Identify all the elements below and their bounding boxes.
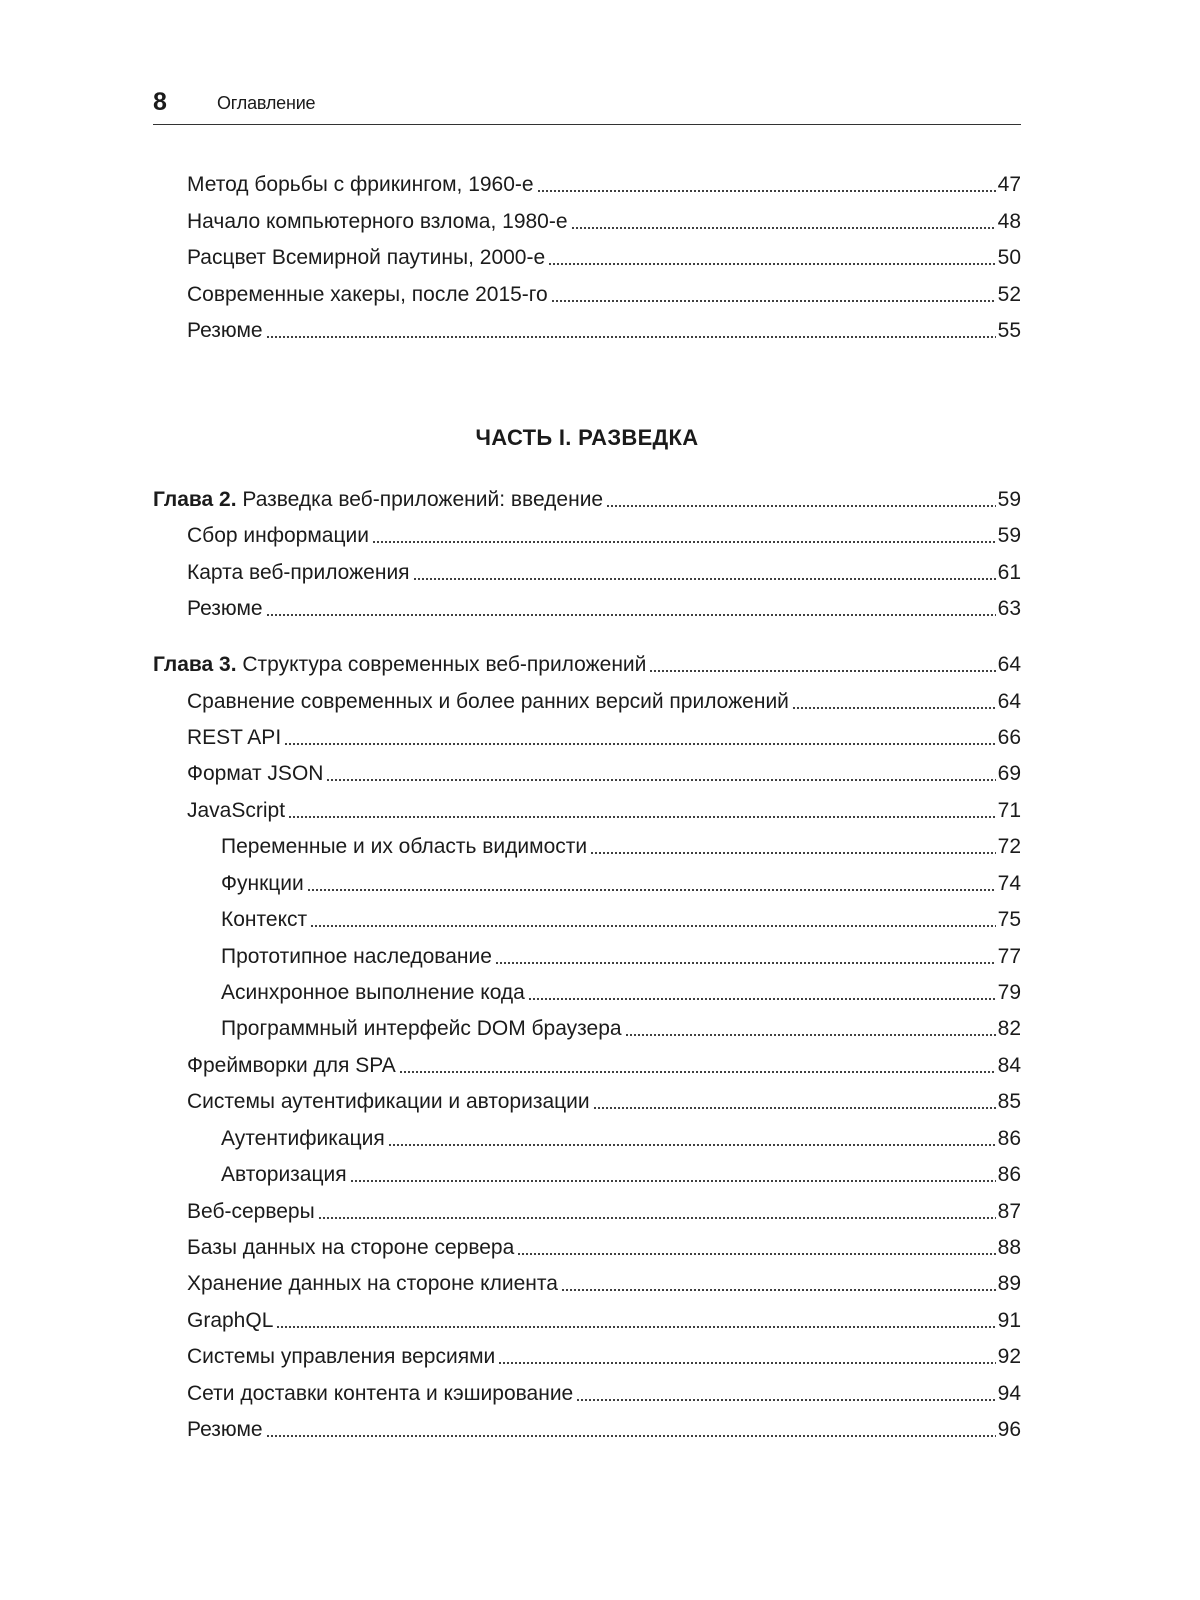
dot-leader [593, 1104, 996, 1110]
toc-entry-text: REST API [187, 726, 282, 749]
toc-entry [187, 796, 1021, 826]
toc-entry [187, 1342, 1021, 1372]
toc-page-number: 72 [997, 835, 1021, 858]
toc-page-number: 63 [997, 597, 1021, 620]
toc-entry [187, 1415, 1021, 1445]
dot-leader [307, 886, 996, 892]
toc-entry [221, 942, 1021, 972]
toc-entry-title [187, 243, 545, 273]
toc-page-number: 69 [997, 762, 1021, 785]
toc-entry [187, 687, 1021, 717]
toc-entry-title [187, 759, 323, 789]
toc-entry-title [221, 1014, 622, 1044]
dot-leader [517, 1250, 995, 1256]
toc-entry [187, 558, 1021, 588]
toc-page-number: 59 [997, 524, 1021, 547]
dot-leader [288, 813, 996, 819]
toc-entry [221, 1014, 1021, 1044]
toc-entry [221, 905, 1021, 935]
toc-entry-text: Метод борьбы с фрикингом, 1960-е [187, 173, 534, 196]
toc-entry [187, 759, 1021, 789]
toc-entry-text: Базы данных на стороне сервера [187, 1236, 515, 1259]
toc-entry [221, 1124, 1021, 1154]
dot-leader [571, 224, 996, 230]
toc-entry [187, 723, 1021, 753]
toc-entry [187, 170, 1021, 200]
toc-entry-text: Программный интерфейс DOM браузера [221, 1017, 622, 1040]
dot-leader [388, 1141, 996, 1147]
toc-page-number: 59 [997, 488, 1021, 511]
toc-entry-title [153, 650, 646, 680]
toc-entry-title [221, 905, 307, 935]
toc-entry-title [187, 1306, 273, 1336]
toc-page-number: 52 [997, 283, 1021, 306]
dot-leader [326, 776, 995, 782]
toc-entry [187, 1051, 1021, 1081]
toc-entry [187, 1269, 1021, 1299]
toc-page-number: 96 [997, 1418, 1021, 1441]
toc-chapter-entry [153, 485, 1021, 515]
toc-page-number: 84 [997, 1054, 1021, 1077]
toc-entry-text: Аутентификация [221, 1127, 385, 1150]
toc-entry-text: Асинхронное выполнение кода [221, 981, 525, 1004]
toc-page-number: 55 [997, 319, 1021, 342]
toc-entry-text: Сбор информации [187, 524, 369, 547]
dot-leader [266, 1432, 996, 1438]
dot-leader [495, 959, 996, 965]
toc-entry-text: Начало компьютерного взлома, 1980-е [187, 210, 568, 233]
dot-leader [350, 1177, 996, 1183]
toc-page-number: 86 [997, 1163, 1021, 1186]
toc-entry-title [187, 594, 263, 624]
toc-entry [187, 1379, 1021, 1409]
toc-entry [187, 521, 1021, 551]
toc-page-number: 64 [997, 653, 1021, 676]
dot-leader [276, 1323, 995, 1329]
toc-entry-title [153, 485, 603, 515]
toc-page-number: 94 [997, 1382, 1021, 1405]
toc-entry-title [187, 687, 789, 717]
header-rule [153, 124, 1021, 125]
running-title: Оглавление [217, 93, 316, 113]
toc-page-number: 71 [997, 799, 1021, 822]
toc-entry-text: Переменные и их область видимости [221, 835, 588, 858]
toc-entry-text: Системы аутентификации и авторизации [187, 1090, 590, 1113]
toc-entry-title [221, 869, 304, 899]
toc-entry-text: Карта веб-приложения [187, 561, 410, 584]
toc-entry-title [187, 1087, 590, 1117]
toc-entry-text: Формат JSON [187, 762, 324, 785]
toc-entry-title [187, 316, 263, 346]
toc-entry [187, 594, 1021, 624]
toc-entry-text: Разведка веб-приложений: введение [236, 488, 604, 511]
toc-entry-title [187, 521, 369, 551]
toc-entry-text: Прототипное наследование [221, 945, 492, 968]
toc-page-number: 50 [997, 246, 1021, 269]
toc-entry-text: Веб-серверы [187, 1200, 315, 1223]
page-number: 8 [153, 88, 167, 116]
toc-entry-text: GraphQL [187, 1309, 274, 1332]
chapter-label: Глава 2. [153, 488, 237, 511]
dot-leader [649, 667, 995, 673]
toc-entry [187, 1087, 1021, 1117]
toc-entry [187, 1306, 1021, 1336]
toc-entry-title [221, 1124, 385, 1154]
dot-leader [625, 1031, 996, 1037]
dot-leader [284, 740, 995, 746]
toc-entry-text: Фреймворки для SPA [187, 1054, 396, 1077]
toc-entry-text: JavaScript [187, 799, 286, 822]
toc-entry-title [187, 796, 285, 826]
toc-entry-text: Сравнение современных и более ранних версий приложений [187, 690, 789, 713]
toc-entry-title [187, 1415, 263, 1445]
toc-entry [187, 316, 1021, 346]
toc-entry-text: Резюме [187, 1418, 263, 1441]
toc-entry-text: Современные хакеры, после 2015-го [187, 283, 548, 306]
dot-leader [266, 333, 996, 339]
toc-page-number: 64 [997, 690, 1021, 713]
dot-leader [537, 187, 996, 193]
toc-entry-title [187, 1233, 514, 1263]
toc-entry-text: Резюме [187, 319, 263, 342]
toc-entry-title [187, 1197, 315, 1227]
toc-entry-title [221, 832, 587, 862]
toc-entry-title [187, 1269, 558, 1299]
part-heading: ЧАСТЬ I. РАЗВЕДКА [475, 425, 699, 450]
toc-entry-text: Резюме [187, 597, 263, 620]
toc-page-number: 82 [997, 1017, 1021, 1040]
dot-leader [266, 611, 996, 617]
toc-entry [221, 832, 1021, 862]
dot-leader [561, 1286, 996, 1292]
toc-entry-text: Авторизация [221, 1163, 347, 1186]
toc-page-number: 47 [997, 173, 1021, 196]
dot-leader [310, 922, 996, 928]
chapter-label: Глава 3. [153, 653, 237, 676]
toc-entry-text: Структура современных веб-приложений [236, 653, 647, 676]
toc-page-number: 86 [997, 1127, 1021, 1150]
dot-leader [606, 502, 996, 508]
running-header [153, 86, 1021, 126]
toc-page-number: 91 [997, 1309, 1021, 1332]
toc-entry [221, 978, 1021, 1008]
toc-entry-text: Контекст [221, 908, 308, 931]
dot-leader [792, 704, 996, 710]
toc-entry [187, 243, 1021, 273]
toc-entry-title [221, 942, 492, 972]
toc-page-number: 92 [997, 1345, 1021, 1368]
toc-entry-title [187, 1342, 495, 1372]
toc-entry-text: Системы управления версиями [187, 1345, 496, 1368]
toc-entry-title [187, 723, 281, 753]
toc-page-number: 77 [997, 945, 1021, 968]
toc-entry [221, 1160, 1021, 1190]
toc-entry [187, 1197, 1021, 1227]
toc-entry-title [221, 1160, 347, 1190]
toc-entry-text: Сети доставки контента и кэширование [187, 1382, 574, 1405]
toc-entry-title [187, 1379, 573, 1409]
toc-entry-title [187, 280, 548, 310]
toc-page-number: 85 [997, 1090, 1021, 1113]
toc-entry [187, 207, 1021, 237]
toc-entry [187, 1233, 1021, 1263]
toc-entry-title [187, 170, 534, 200]
dot-leader [399, 1068, 996, 1074]
toc-entry [187, 280, 1021, 310]
toc-page-number: 61 [997, 561, 1021, 584]
toc-page-number: 48 [997, 210, 1021, 233]
dot-leader [498, 1359, 995, 1365]
toc-page-number: 88 [997, 1236, 1021, 1259]
dot-leader [413, 575, 996, 581]
toc-entry-text: Хранение данных на стороне клиента [187, 1272, 558, 1295]
toc-page-number: 74 [997, 872, 1021, 895]
toc-entry-text: Функции [221, 872, 304, 895]
dot-leader [548, 260, 995, 266]
toc-entry-title [187, 558, 410, 588]
dot-leader [576, 1396, 995, 1402]
toc-page-number: 79 [997, 981, 1021, 1004]
toc-page-number: 66 [997, 726, 1021, 749]
toc-entry-title [187, 1051, 396, 1081]
toc-entry-title [187, 207, 568, 237]
toc-page-number: 87 [997, 1200, 1021, 1223]
toc-entry [221, 869, 1021, 899]
dot-leader [372, 538, 996, 544]
dot-leader [551, 297, 996, 303]
toc-page-number: 75 [997, 908, 1021, 931]
dot-leader [590, 849, 996, 855]
dot-leader [528, 995, 996, 1001]
toc-page-number: 89 [997, 1272, 1021, 1295]
dot-leader [318, 1214, 996, 1220]
toc-entry-title [221, 978, 525, 1008]
toc-entry-text: Расцвет Всемирной паутины, 2000-е [187, 246, 546, 269]
toc-chapter-entry [153, 650, 1021, 680]
